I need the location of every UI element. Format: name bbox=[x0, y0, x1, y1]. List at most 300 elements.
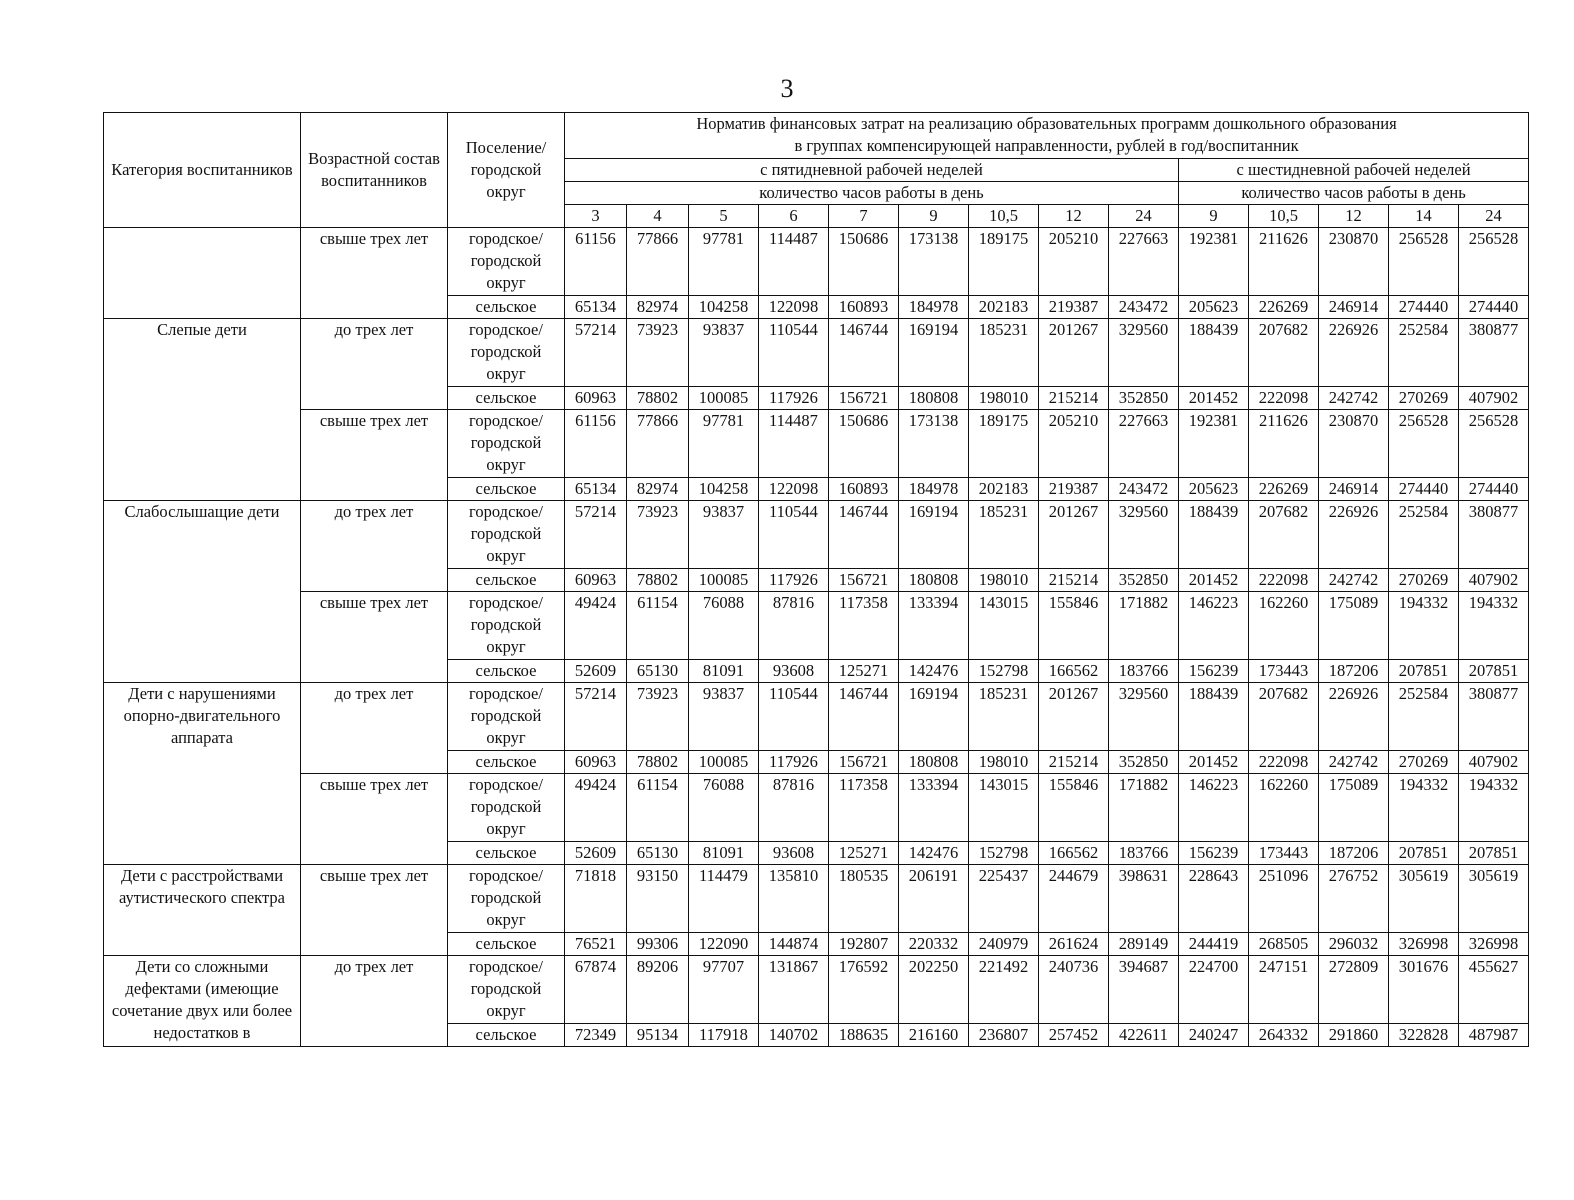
value-cell: 188439 bbox=[1179, 501, 1249, 569]
value-cell: 133394 bbox=[899, 592, 969, 660]
value-cell: 61154 bbox=[627, 592, 689, 660]
value-cell: 201267 bbox=[1039, 501, 1109, 569]
value-cell: 160893 bbox=[829, 478, 899, 501]
value-cell: 73923 bbox=[627, 319, 689, 387]
value-cell: 207851 bbox=[1459, 842, 1529, 865]
value-cell: 222098 bbox=[1249, 751, 1319, 774]
value-cell: 77866 bbox=[627, 410, 689, 478]
value-cell: 194332 bbox=[1389, 774, 1459, 842]
value-cell: 243472 bbox=[1109, 478, 1179, 501]
header-hour-six: 12 bbox=[1319, 205, 1389, 228]
value-cell: 188439 bbox=[1179, 683, 1249, 751]
value-cell: 146744 bbox=[829, 501, 899, 569]
value-cell: 215214 bbox=[1039, 751, 1109, 774]
value-cell: 185231 bbox=[969, 501, 1039, 569]
header-hour-five: 10,5 bbox=[969, 205, 1039, 228]
value-cell: 201452 bbox=[1179, 387, 1249, 410]
settlement-cell: городское/ городской округ bbox=[448, 956, 565, 1024]
value-cell: 77866 bbox=[627, 228, 689, 296]
value-cell: 152798 bbox=[969, 660, 1039, 683]
value-cell: 261624 bbox=[1039, 933, 1109, 956]
value-cell: 104258 bbox=[689, 478, 759, 501]
page-number: 3 bbox=[780, 74, 794, 103]
value-cell: 252584 bbox=[1389, 319, 1459, 387]
value-cell: 240979 bbox=[969, 933, 1039, 956]
value-cell: 198010 bbox=[969, 569, 1039, 592]
value-cell: 380877 bbox=[1459, 683, 1529, 751]
value-cell: 207851 bbox=[1389, 660, 1459, 683]
settlement-cell: сельское bbox=[448, 660, 565, 683]
value-cell: 329560 bbox=[1109, 501, 1179, 569]
settlement-cell: сельское bbox=[448, 387, 565, 410]
value-cell: 76088 bbox=[689, 774, 759, 842]
value-cell: 175089 bbox=[1319, 774, 1389, 842]
value-cell: 207682 bbox=[1249, 683, 1319, 751]
value-cell: 219387 bbox=[1039, 478, 1109, 501]
value-cell: 180808 bbox=[899, 387, 969, 410]
settlement-cell: городское/ городской округ bbox=[448, 592, 565, 660]
header-six-day: с шестидневной рабочей неделей bbox=[1179, 159, 1529, 182]
value-cell: 57214 bbox=[565, 501, 627, 569]
table-body bbox=[104, 228, 1529, 1047]
value-cell: 407902 bbox=[1459, 751, 1529, 774]
value-cell: 76088 bbox=[689, 592, 759, 660]
value-cell: 198010 bbox=[969, 751, 1039, 774]
value-cell: 215214 bbox=[1039, 569, 1109, 592]
value-cell: 146744 bbox=[829, 319, 899, 387]
value-cell: 222098 bbox=[1249, 387, 1319, 410]
settlement-cell: городское/ городской округ bbox=[448, 501, 565, 569]
value-cell: 289149 bbox=[1109, 933, 1179, 956]
value-cell: 274440 bbox=[1459, 478, 1529, 501]
settlement-cell: сельское bbox=[448, 478, 565, 501]
settlement-cell: городское/ городской округ bbox=[448, 228, 565, 296]
value-cell: 274440 bbox=[1389, 478, 1459, 501]
value-cell: 276752 bbox=[1319, 865, 1389, 933]
value-cell: 155846 bbox=[1039, 774, 1109, 842]
value-cell: 162260 bbox=[1249, 592, 1319, 660]
value-cell: 156721 bbox=[829, 751, 899, 774]
table-row bbox=[104, 228, 1529, 296]
value-cell: 93837 bbox=[689, 501, 759, 569]
value-cell: 93608 bbox=[759, 842, 829, 865]
value-cell: 192807 bbox=[829, 933, 899, 956]
value-cell: 244679 bbox=[1039, 865, 1109, 933]
header-settlement: Поселение/ городской округ bbox=[448, 113, 565, 228]
value-cell: 219387 bbox=[1039, 296, 1109, 319]
value-cell: 185231 bbox=[969, 319, 1039, 387]
table-row bbox=[104, 956, 1529, 1024]
value-cell: 150686 bbox=[829, 228, 899, 296]
value-cell: 142476 bbox=[899, 842, 969, 865]
value-cell: 422611 bbox=[1109, 1024, 1179, 1047]
value-cell: 52609 bbox=[565, 660, 627, 683]
value-cell: 87816 bbox=[759, 774, 829, 842]
table-row bbox=[104, 592, 1529, 660]
category-cell: Дети с расстройствами аутистического спектра bbox=[104, 865, 301, 956]
value-cell: 230870 bbox=[1319, 228, 1389, 296]
value-cell: 272809 bbox=[1319, 956, 1389, 1024]
value-cell: 487987 bbox=[1459, 1024, 1529, 1047]
value-cell: 398631 bbox=[1109, 865, 1179, 933]
value-cell: 201267 bbox=[1039, 683, 1109, 751]
value-cell: 216160 bbox=[899, 1024, 969, 1047]
value-cell: 274440 bbox=[1459, 296, 1529, 319]
value-cell: 202183 bbox=[969, 296, 1039, 319]
header-normative-line1: Норматив финансовых затрат на реализацию образовательных программ дошкольного образования bbox=[696, 114, 1397, 133]
value-cell: 49424 bbox=[565, 592, 627, 660]
value-cell: 110544 bbox=[759, 319, 829, 387]
settlement-cell: сельское bbox=[448, 296, 565, 319]
value-cell: 326998 bbox=[1459, 933, 1529, 956]
value-cell: 61156 bbox=[565, 410, 627, 478]
settlement-cell: сельское bbox=[448, 1024, 565, 1047]
value-cell: 81091 bbox=[689, 842, 759, 865]
value-cell: 226926 bbox=[1319, 501, 1389, 569]
value-cell: 125271 bbox=[829, 842, 899, 865]
value-cell: 188439 bbox=[1179, 319, 1249, 387]
header-hour-six: 9 bbox=[1179, 205, 1249, 228]
value-cell: 185231 bbox=[969, 683, 1039, 751]
value-cell: 60963 bbox=[565, 751, 627, 774]
value-cell: 60963 bbox=[565, 569, 627, 592]
value-cell: 243472 bbox=[1109, 296, 1179, 319]
table-row bbox=[104, 683, 1529, 751]
value-cell: 73923 bbox=[627, 683, 689, 751]
value-cell: 305619 bbox=[1459, 865, 1529, 933]
value-cell: 60963 bbox=[565, 387, 627, 410]
header-hour-five: 6 bbox=[759, 205, 829, 228]
value-cell: 380877 bbox=[1459, 319, 1529, 387]
value-cell: 187206 bbox=[1319, 660, 1389, 683]
value-cell: 206191 bbox=[899, 865, 969, 933]
settlement-cell: городское/ городской округ bbox=[448, 319, 565, 387]
value-cell: 301676 bbox=[1389, 956, 1459, 1024]
header-hours-label-six: количество часов работы в день bbox=[1179, 182, 1529, 205]
value-cell: 226926 bbox=[1319, 319, 1389, 387]
value-cell: 99306 bbox=[627, 933, 689, 956]
settlement-cell: городское/ городской округ bbox=[448, 774, 565, 842]
value-cell: 146223 bbox=[1179, 774, 1249, 842]
value-cell: 215214 bbox=[1039, 387, 1109, 410]
value-cell: 114479 bbox=[689, 865, 759, 933]
value-cell: 244419 bbox=[1179, 933, 1249, 956]
value-cell: 143015 bbox=[969, 592, 1039, 660]
age-cell: до трех лет bbox=[301, 683, 448, 774]
value-cell: 192381 bbox=[1179, 410, 1249, 478]
value-cell: 211626 bbox=[1249, 228, 1319, 296]
value-cell: 180535 bbox=[829, 865, 899, 933]
value-cell: 187206 bbox=[1319, 842, 1389, 865]
value-cell: 125271 bbox=[829, 660, 899, 683]
header-hour-five: 24 bbox=[1109, 205, 1179, 228]
value-cell: 155846 bbox=[1039, 592, 1109, 660]
value-cell: 166562 bbox=[1039, 842, 1109, 865]
value-cell: 256528 bbox=[1389, 228, 1459, 296]
value-cell: 169194 bbox=[899, 319, 969, 387]
value-cell: 270269 bbox=[1389, 387, 1459, 410]
value-cell: 207851 bbox=[1389, 842, 1459, 865]
age-cell: свыше трех лет bbox=[301, 228, 448, 319]
value-cell: 226926 bbox=[1319, 683, 1389, 751]
value-cell: 65130 bbox=[627, 842, 689, 865]
value-cell: 246914 bbox=[1319, 296, 1389, 319]
value-cell: 322828 bbox=[1389, 1024, 1459, 1047]
value-cell: 236807 bbox=[969, 1024, 1039, 1047]
value-cell: 256528 bbox=[1459, 410, 1529, 478]
value-cell: 211626 bbox=[1249, 410, 1319, 478]
settlement-cell: городское/ городской округ bbox=[448, 683, 565, 751]
value-cell: 82974 bbox=[627, 478, 689, 501]
value-cell: 175089 bbox=[1319, 592, 1389, 660]
value-cell: 133394 bbox=[899, 774, 969, 842]
value-cell: 184978 bbox=[899, 478, 969, 501]
header-hour-five: 12 bbox=[1039, 205, 1109, 228]
value-cell: 205623 bbox=[1179, 478, 1249, 501]
value-cell: 87816 bbox=[759, 592, 829, 660]
value-cell: 131867 bbox=[759, 956, 829, 1024]
value-cell: 117918 bbox=[689, 1024, 759, 1047]
value-cell: 205210 bbox=[1039, 410, 1109, 478]
age-cell: свыше трех лет bbox=[301, 410, 448, 501]
category-cell: Слабослышащие дети bbox=[104, 501, 301, 683]
value-cell: 202183 bbox=[969, 478, 1039, 501]
value-cell: 242742 bbox=[1319, 387, 1389, 410]
table-row bbox=[104, 774, 1529, 842]
value-cell: 89206 bbox=[627, 956, 689, 1024]
category-cell bbox=[104, 228, 301, 319]
settlement-cell: сельское bbox=[448, 842, 565, 865]
value-cell: 156721 bbox=[829, 387, 899, 410]
value-cell: 100085 bbox=[689, 387, 759, 410]
table-row bbox=[104, 410, 1529, 478]
value-cell: 65134 bbox=[565, 296, 627, 319]
value-cell: 100085 bbox=[689, 751, 759, 774]
value-cell: 252584 bbox=[1389, 501, 1459, 569]
value-cell: 49424 bbox=[565, 774, 627, 842]
value-cell: 117358 bbox=[829, 774, 899, 842]
value-cell: 222098 bbox=[1249, 569, 1319, 592]
value-cell: 194332 bbox=[1459, 592, 1529, 660]
value-cell: 93837 bbox=[689, 319, 759, 387]
header-hour-six: 14 bbox=[1389, 205, 1459, 228]
value-cell: 97781 bbox=[689, 228, 759, 296]
value-cell: 117926 bbox=[759, 751, 829, 774]
value-cell: 57214 bbox=[565, 319, 627, 387]
header-normative-line2: в группах компенсирующей направленности, рублей в год/воспитанник bbox=[794, 136, 1299, 155]
table-header bbox=[104, 113, 1529, 228]
value-cell: 226269 bbox=[1249, 296, 1319, 319]
value-cell: 100085 bbox=[689, 569, 759, 592]
value-cell: 117358 bbox=[829, 592, 899, 660]
value-cell: 97781 bbox=[689, 410, 759, 478]
header-hour-five: 7 bbox=[829, 205, 899, 228]
value-cell: 78802 bbox=[627, 751, 689, 774]
value-cell: 176592 bbox=[829, 956, 899, 1024]
value-cell: 169194 bbox=[899, 501, 969, 569]
value-cell: 146223 bbox=[1179, 592, 1249, 660]
value-cell: 171882 bbox=[1109, 774, 1179, 842]
value-cell: 329560 bbox=[1109, 319, 1179, 387]
value-cell: 201452 bbox=[1179, 569, 1249, 592]
value-cell: 142476 bbox=[899, 660, 969, 683]
value-cell: 189175 bbox=[969, 228, 1039, 296]
value-cell: 171882 bbox=[1109, 592, 1179, 660]
value-cell: 71818 bbox=[565, 865, 627, 933]
value-cell: 117926 bbox=[759, 387, 829, 410]
value-cell: 188635 bbox=[829, 1024, 899, 1047]
header-hour-five: 4 bbox=[627, 205, 689, 228]
value-cell: 329560 bbox=[1109, 683, 1179, 751]
normative-table bbox=[103, 112, 1529, 1047]
value-cell: 198010 bbox=[969, 387, 1039, 410]
header-five-day: с пятидневной рабочей неделей bbox=[565, 159, 1179, 182]
value-cell: 352850 bbox=[1109, 569, 1179, 592]
header-hour-five: 9 bbox=[899, 205, 969, 228]
value-cell: 110544 bbox=[759, 683, 829, 751]
value-cell: 93608 bbox=[759, 660, 829, 683]
value-cell: 201267 bbox=[1039, 319, 1109, 387]
table-row bbox=[104, 319, 1529, 387]
value-cell: 252584 bbox=[1389, 683, 1459, 751]
value-cell: 227663 bbox=[1109, 228, 1179, 296]
value-cell: 122098 bbox=[759, 478, 829, 501]
value-cell: 207682 bbox=[1249, 501, 1319, 569]
value-cell: 152798 bbox=[969, 842, 1039, 865]
value-cell: 122098 bbox=[759, 296, 829, 319]
age-cell: до трех лет bbox=[301, 501, 448, 592]
table-row bbox=[104, 865, 1529, 933]
value-cell: 194332 bbox=[1459, 774, 1529, 842]
value-cell: 150686 bbox=[829, 410, 899, 478]
value-cell: 242742 bbox=[1319, 751, 1389, 774]
category-cell: Слепые дети bbox=[104, 319, 301, 501]
value-cell: 207682 bbox=[1249, 319, 1319, 387]
value-cell: 256528 bbox=[1459, 228, 1529, 296]
value-cell: 296032 bbox=[1319, 933, 1389, 956]
value-cell: 173443 bbox=[1249, 842, 1319, 865]
value-cell: 180808 bbox=[899, 751, 969, 774]
value-cell: 146744 bbox=[829, 683, 899, 751]
value-cell: 270269 bbox=[1389, 569, 1459, 592]
table-row bbox=[104, 501, 1529, 569]
settlement-cell: сельское bbox=[448, 751, 565, 774]
value-cell: 240736 bbox=[1039, 956, 1109, 1024]
value-cell: 110544 bbox=[759, 501, 829, 569]
value-cell: 264332 bbox=[1249, 1024, 1319, 1047]
value-cell: 247151 bbox=[1249, 956, 1319, 1024]
age-cell: свыше трех лет bbox=[301, 865, 448, 956]
header-hours-label-five: количество часов работы в день bbox=[565, 182, 1179, 205]
value-cell: 97707 bbox=[689, 956, 759, 1024]
value-cell: 220332 bbox=[899, 933, 969, 956]
value-cell: 122090 bbox=[689, 933, 759, 956]
value-cell: 270269 bbox=[1389, 751, 1459, 774]
value-cell: 274440 bbox=[1389, 296, 1459, 319]
value-cell: 291860 bbox=[1319, 1024, 1389, 1047]
value-cell: 305619 bbox=[1389, 865, 1459, 933]
value-cell: 82974 bbox=[627, 296, 689, 319]
value-cell: 224700 bbox=[1179, 956, 1249, 1024]
value-cell: 104258 bbox=[689, 296, 759, 319]
value-cell: 230870 bbox=[1319, 410, 1389, 478]
category-cell: Дети с нарушениями опорно-двигательного аппарата bbox=[104, 683, 301, 865]
value-cell: 221492 bbox=[969, 956, 1039, 1024]
value-cell: 326998 bbox=[1389, 933, 1459, 956]
value-cell: 67874 bbox=[565, 956, 627, 1024]
value-cell: 65130 bbox=[627, 660, 689, 683]
value-cell: 57214 bbox=[565, 683, 627, 751]
header-normative bbox=[565, 113, 1529, 159]
settlement-cell: сельское bbox=[448, 933, 565, 956]
value-cell: 352850 bbox=[1109, 387, 1179, 410]
value-cell: 156721 bbox=[829, 569, 899, 592]
value-cell: 192381 bbox=[1179, 228, 1249, 296]
value-cell: 242742 bbox=[1319, 569, 1389, 592]
value-cell: 407902 bbox=[1459, 569, 1529, 592]
value-cell: 72349 bbox=[565, 1024, 627, 1047]
age-cell: до трех лет bbox=[301, 956, 448, 1047]
header-hour-five: 3 bbox=[565, 205, 627, 228]
value-cell: 140702 bbox=[759, 1024, 829, 1047]
value-cell: 228643 bbox=[1179, 865, 1249, 933]
value-cell: 95134 bbox=[627, 1024, 689, 1047]
value-cell: 156239 bbox=[1179, 660, 1249, 683]
value-cell: 144874 bbox=[759, 933, 829, 956]
value-cell: 183766 bbox=[1109, 660, 1179, 683]
value-cell: 205623 bbox=[1179, 296, 1249, 319]
value-cell: 240247 bbox=[1179, 1024, 1249, 1047]
settlement-cell: сельское bbox=[448, 569, 565, 592]
age-cell: до трех лет bbox=[301, 319, 448, 410]
value-cell: 93837 bbox=[689, 683, 759, 751]
value-cell: 183766 bbox=[1109, 842, 1179, 865]
value-cell: 184978 bbox=[899, 296, 969, 319]
value-cell: 117926 bbox=[759, 569, 829, 592]
value-cell: 173138 bbox=[899, 410, 969, 478]
value-cell: 73923 bbox=[627, 501, 689, 569]
value-cell: 257452 bbox=[1039, 1024, 1109, 1047]
value-cell: 52609 bbox=[565, 842, 627, 865]
value-cell: 201452 bbox=[1179, 751, 1249, 774]
value-cell: 256528 bbox=[1389, 410, 1459, 478]
header-hour-six: 10,5 bbox=[1249, 205, 1319, 228]
value-cell: 246914 bbox=[1319, 478, 1389, 501]
value-cell: 205210 bbox=[1039, 228, 1109, 296]
value-cell: 268505 bbox=[1249, 933, 1319, 956]
header-age: Возрастной состав воспитанников bbox=[301, 113, 448, 228]
value-cell: 194332 bbox=[1389, 592, 1459, 660]
settlement-cell: городское/ городской округ bbox=[448, 865, 565, 933]
value-cell: 160893 bbox=[829, 296, 899, 319]
value-cell: 114487 bbox=[759, 228, 829, 296]
value-cell: 143015 bbox=[969, 774, 1039, 842]
value-cell: 251096 bbox=[1249, 865, 1319, 933]
value-cell: 173138 bbox=[899, 228, 969, 296]
value-cell: 352850 bbox=[1109, 751, 1179, 774]
value-cell: 189175 bbox=[969, 410, 1039, 478]
value-cell: 61154 bbox=[627, 774, 689, 842]
value-cell: 394687 bbox=[1109, 956, 1179, 1024]
value-cell: 180808 bbox=[899, 569, 969, 592]
value-cell: 455627 bbox=[1459, 956, 1529, 1024]
value-cell: 207851 bbox=[1459, 660, 1529, 683]
value-cell: 173443 bbox=[1249, 660, 1319, 683]
settlement-cell: городское/ городской округ bbox=[448, 410, 565, 478]
header-hour-five: 5 bbox=[689, 205, 759, 228]
value-cell: 114487 bbox=[759, 410, 829, 478]
value-cell: 93150 bbox=[627, 865, 689, 933]
